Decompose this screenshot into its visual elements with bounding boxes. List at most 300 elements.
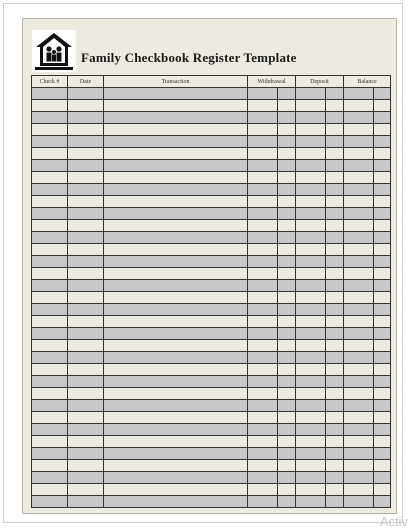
withdrawal-dollars-cell[interactable]	[248, 388, 278, 400]
withdrawal-cents-cell[interactable]	[278, 124, 296, 136]
balance-dollars-cell[interactable]	[344, 268, 374, 280]
transaction-cell[interactable]	[104, 472, 248, 484]
date-cell[interactable]	[68, 88, 104, 100]
deposit-dollars-cell[interactable]	[296, 436, 326, 448]
deposit-cents-cell[interactable]	[326, 208, 344, 220]
balance-dollars-cell[interactable]	[344, 292, 374, 304]
balance-cents-cell[interactable]	[374, 424, 391, 436]
withdrawal-cents-cell[interactable]	[278, 460, 296, 472]
date-cell[interactable]	[68, 400, 104, 412]
balance-dollars-cell[interactable]	[344, 148, 374, 160]
date-cell[interactable]	[68, 412, 104, 424]
balance-cents-cell[interactable]	[374, 220, 391, 232]
withdrawal-cents-cell[interactable]	[278, 112, 296, 124]
withdrawal-dollars-cell[interactable]	[248, 484, 278, 496]
deposit-dollars-cell[interactable]	[296, 484, 326, 496]
balance-dollars-cell[interactable]	[344, 184, 374, 196]
withdrawal-cents-cell[interactable]	[278, 304, 296, 316]
deposit-cents-cell[interactable]	[326, 88, 344, 100]
deposit-dollars-cell[interactable]	[296, 340, 326, 352]
date-cell[interactable]	[68, 460, 104, 472]
deposit-dollars-cell[interactable]	[296, 124, 326, 136]
date-cell[interactable]	[68, 496, 104, 508]
transaction-cell[interactable]	[104, 124, 248, 136]
withdrawal-cents-cell[interactable]	[278, 184, 296, 196]
check-no-cell[interactable]	[32, 460, 68, 472]
date-cell[interactable]	[68, 472, 104, 484]
deposit-dollars-cell[interactable]	[296, 304, 326, 316]
balance-cents-cell[interactable]	[374, 364, 391, 376]
balance-cents-cell[interactable]	[374, 184, 391, 196]
withdrawal-dollars-cell[interactable]	[248, 88, 278, 100]
check-no-cell[interactable]	[32, 412, 68, 424]
balance-cents-cell[interactable]	[374, 172, 391, 184]
balance-cents-cell[interactable]	[374, 460, 391, 472]
transaction-cell[interactable]	[104, 376, 248, 388]
check-no-cell[interactable]	[32, 328, 68, 340]
balance-dollars-cell[interactable]	[344, 100, 374, 112]
withdrawal-dollars-cell[interactable]	[248, 112, 278, 124]
deposit-dollars-cell[interactable]	[296, 100, 326, 112]
transaction-cell[interactable]	[104, 136, 248, 148]
deposit-dollars-cell[interactable]	[296, 328, 326, 340]
transaction-cell[interactable]	[104, 448, 248, 460]
transaction-cell[interactable]	[104, 184, 248, 196]
transaction-cell[interactable]	[104, 172, 248, 184]
transaction-cell[interactable]	[104, 256, 248, 268]
deposit-dollars-cell[interactable]	[296, 244, 326, 256]
check-no-cell[interactable]	[32, 232, 68, 244]
withdrawal-cents-cell[interactable]	[278, 256, 296, 268]
date-cell[interactable]	[68, 328, 104, 340]
withdrawal-cents-cell[interactable]	[278, 448, 296, 460]
withdrawal-dollars-cell[interactable]	[248, 232, 278, 244]
deposit-cents-cell[interactable]	[326, 376, 344, 388]
deposit-dollars-cell[interactable]	[296, 88, 326, 100]
transaction-cell[interactable]	[104, 88, 248, 100]
withdrawal-dollars-cell[interactable]	[248, 364, 278, 376]
withdrawal-cents-cell[interactable]	[278, 268, 296, 280]
balance-dollars-cell[interactable]	[344, 388, 374, 400]
balance-dollars-cell[interactable]	[344, 208, 374, 220]
deposit-dollars-cell[interactable]	[296, 160, 326, 172]
deposit-cents-cell[interactable]	[326, 136, 344, 148]
date-cell[interactable]	[68, 304, 104, 316]
check-no-cell[interactable]	[32, 208, 68, 220]
deposit-dollars-cell[interactable]	[296, 316, 326, 328]
balance-dollars-cell[interactable]	[344, 472, 374, 484]
withdrawal-cents-cell[interactable]	[278, 280, 296, 292]
date-cell[interactable]	[68, 244, 104, 256]
balance-cents-cell[interactable]	[374, 304, 391, 316]
withdrawal-dollars-cell[interactable]	[248, 208, 278, 220]
check-no-cell[interactable]	[32, 340, 68, 352]
withdrawal-cents-cell[interactable]	[278, 100, 296, 112]
withdrawal-dollars-cell[interactable]	[248, 160, 278, 172]
transaction-cell[interactable]	[104, 244, 248, 256]
withdrawal-cents-cell[interactable]	[278, 316, 296, 328]
withdrawal-dollars-cell[interactable]	[248, 316, 278, 328]
deposit-cents-cell[interactable]	[326, 496, 344, 508]
transaction-cell[interactable]	[104, 268, 248, 280]
balance-cents-cell[interactable]	[374, 316, 391, 328]
deposit-cents-cell[interactable]	[326, 148, 344, 160]
balance-cents-cell[interactable]	[374, 328, 391, 340]
check-no-cell[interactable]	[32, 196, 68, 208]
balance-cents-cell[interactable]	[374, 160, 391, 172]
withdrawal-cents-cell[interactable]	[278, 412, 296, 424]
deposit-dollars-cell[interactable]	[296, 280, 326, 292]
check-no-cell[interactable]	[32, 376, 68, 388]
withdrawal-dollars-cell[interactable]	[248, 184, 278, 196]
deposit-dollars-cell[interactable]	[296, 220, 326, 232]
deposit-cents-cell[interactable]	[326, 436, 344, 448]
date-cell[interactable]	[68, 364, 104, 376]
balance-dollars-cell[interactable]	[344, 364, 374, 376]
date-cell[interactable]	[68, 436, 104, 448]
check-no-cell[interactable]	[32, 112, 68, 124]
balance-cents-cell[interactable]	[374, 472, 391, 484]
transaction-cell[interactable]	[104, 208, 248, 220]
deposit-cents-cell[interactable]	[326, 112, 344, 124]
deposit-dollars-cell[interactable]	[296, 268, 326, 280]
withdrawal-cents-cell[interactable]	[278, 376, 296, 388]
check-no-cell[interactable]	[32, 244, 68, 256]
deposit-cents-cell[interactable]	[326, 364, 344, 376]
deposit-dollars-cell[interactable]	[296, 172, 326, 184]
deposit-cents-cell[interactable]	[326, 400, 344, 412]
transaction-cell[interactable]	[104, 352, 248, 364]
withdrawal-cents-cell[interactable]	[278, 436, 296, 448]
balance-dollars-cell[interactable]	[344, 232, 374, 244]
withdrawal-cents-cell[interactable]	[278, 472, 296, 484]
withdrawal-cents-cell[interactable]	[278, 88, 296, 100]
balance-cents-cell[interactable]	[374, 484, 391, 496]
balance-cents-cell[interactable]	[374, 256, 391, 268]
withdrawal-cents-cell[interactable]	[278, 232, 296, 244]
withdrawal-dollars-cell[interactable]	[248, 436, 278, 448]
check-no-cell[interactable]	[32, 472, 68, 484]
balance-cents-cell[interactable]	[374, 244, 391, 256]
transaction-cell[interactable]	[104, 112, 248, 124]
deposit-dollars-cell[interactable]	[296, 184, 326, 196]
date-cell[interactable]	[68, 148, 104, 160]
deposit-cents-cell[interactable]	[326, 220, 344, 232]
balance-dollars-cell[interactable]	[344, 340, 374, 352]
date-cell[interactable]	[68, 352, 104, 364]
withdrawal-cents-cell[interactable]	[278, 220, 296, 232]
deposit-cents-cell[interactable]	[326, 448, 344, 460]
check-no-cell[interactable]	[32, 136, 68, 148]
deposit-dollars-cell[interactable]	[296, 376, 326, 388]
check-no-cell[interactable]	[32, 424, 68, 436]
check-no-cell[interactable]	[32, 184, 68, 196]
deposit-cents-cell[interactable]	[326, 232, 344, 244]
deposit-cents-cell[interactable]	[326, 280, 344, 292]
balance-dollars-cell[interactable]	[344, 196, 374, 208]
balance-cents-cell[interactable]	[374, 400, 391, 412]
deposit-cents-cell[interactable]	[326, 340, 344, 352]
withdrawal-cents-cell[interactable]	[278, 292, 296, 304]
deposit-dollars-cell[interactable]	[296, 412, 326, 424]
withdrawal-cents-cell[interactable]	[278, 160, 296, 172]
transaction-cell[interactable]	[104, 148, 248, 160]
date-cell[interactable]	[68, 172, 104, 184]
withdrawal-cents-cell[interactable]	[278, 148, 296, 160]
withdrawal-dollars-cell[interactable]	[248, 496, 278, 508]
balance-dollars-cell[interactable]	[344, 496, 374, 508]
balance-dollars-cell[interactable]	[344, 328, 374, 340]
check-no-cell[interactable]	[32, 268, 68, 280]
date-cell[interactable]	[68, 484, 104, 496]
deposit-dollars-cell[interactable]	[296, 148, 326, 160]
transaction-cell[interactable]	[104, 220, 248, 232]
withdrawal-cents-cell[interactable]	[278, 388, 296, 400]
deposit-cents-cell[interactable]	[326, 412, 344, 424]
deposit-cents-cell[interactable]	[326, 268, 344, 280]
deposit-cents-cell[interactable]	[326, 244, 344, 256]
check-no-cell[interactable]	[32, 388, 68, 400]
deposit-dollars-cell[interactable]	[296, 472, 326, 484]
balance-dollars-cell[interactable]	[344, 88, 374, 100]
date-cell[interactable]	[68, 424, 104, 436]
balance-dollars-cell[interactable]	[344, 460, 374, 472]
balance-dollars-cell[interactable]	[344, 220, 374, 232]
balance-cents-cell[interactable]	[374, 376, 391, 388]
date-cell[interactable]	[68, 340, 104, 352]
check-no-cell[interactable]	[32, 124, 68, 136]
deposit-cents-cell[interactable]	[326, 304, 344, 316]
check-no-cell[interactable]	[32, 256, 68, 268]
deposit-dollars-cell[interactable]	[296, 448, 326, 460]
withdrawal-cents-cell[interactable]	[278, 352, 296, 364]
balance-dollars-cell[interactable]	[344, 172, 374, 184]
deposit-dollars-cell[interactable]	[296, 112, 326, 124]
transaction-cell[interactable]	[104, 496, 248, 508]
withdrawal-dollars-cell[interactable]	[248, 196, 278, 208]
withdrawal-dollars-cell[interactable]	[248, 304, 278, 316]
balance-dollars-cell[interactable]	[344, 316, 374, 328]
withdrawal-cents-cell[interactable]	[278, 424, 296, 436]
date-cell[interactable]	[68, 112, 104, 124]
transaction-cell[interactable]	[104, 280, 248, 292]
withdrawal-cents-cell[interactable]	[278, 328, 296, 340]
deposit-dollars-cell[interactable]	[296, 352, 326, 364]
date-cell[interactable]	[68, 292, 104, 304]
balance-dollars-cell[interactable]	[344, 412, 374, 424]
transaction-cell[interactable]	[104, 196, 248, 208]
check-no-cell[interactable]	[32, 316, 68, 328]
date-cell[interactable]	[68, 280, 104, 292]
check-no-cell[interactable]	[32, 484, 68, 496]
withdrawal-dollars-cell[interactable]	[248, 448, 278, 460]
date-cell[interactable]	[68, 196, 104, 208]
deposit-dollars-cell[interactable]	[296, 292, 326, 304]
deposit-cents-cell[interactable]	[326, 316, 344, 328]
deposit-dollars-cell[interactable]	[296, 460, 326, 472]
withdrawal-cents-cell[interactable]	[278, 196, 296, 208]
date-cell[interactable]	[68, 160, 104, 172]
date-cell[interactable]	[68, 136, 104, 148]
transaction-cell[interactable]	[104, 424, 248, 436]
balance-cents-cell[interactable]	[374, 148, 391, 160]
transaction-cell[interactable]	[104, 436, 248, 448]
transaction-cell[interactable]	[104, 484, 248, 496]
deposit-cents-cell[interactable]	[326, 100, 344, 112]
check-no-cell[interactable]	[32, 148, 68, 160]
check-no-cell[interactable]	[32, 304, 68, 316]
withdrawal-dollars-cell[interactable]	[248, 244, 278, 256]
balance-dollars-cell[interactable]	[344, 280, 374, 292]
transaction-cell[interactable]	[104, 100, 248, 112]
deposit-dollars-cell[interactable]	[296, 208, 326, 220]
balance-dollars-cell[interactable]	[344, 400, 374, 412]
deposit-cents-cell[interactable]	[326, 460, 344, 472]
deposit-cents-cell[interactable]	[326, 472, 344, 484]
withdrawal-dollars-cell[interactable]	[248, 124, 278, 136]
check-no-cell[interactable]	[32, 280, 68, 292]
withdrawal-cents-cell[interactable]	[278, 400, 296, 412]
withdrawal-cents-cell[interactable]	[278, 136, 296, 148]
withdrawal-cents-cell[interactable]	[278, 244, 296, 256]
deposit-cents-cell[interactable]	[326, 196, 344, 208]
date-cell[interactable]	[68, 316, 104, 328]
check-no-cell[interactable]	[32, 100, 68, 112]
transaction-cell[interactable]	[104, 460, 248, 472]
transaction-cell[interactable]	[104, 160, 248, 172]
balance-dollars-cell[interactable]	[344, 244, 374, 256]
withdrawal-dollars-cell[interactable]	[248, 460, 278, 472]
balance-cents-cell[interactable]	[374, 88, 391, 100]
check-no-cell[interactable]	[32, 172, 68, 184]
withdrawal-cents-cell[interactable]	[278, 208, 296, 220]
balance-cents-cell[interactable]	[374, 100, 391, 112]
withdrawal-dollars-cell[interactable]	[248, 292, 278, 304]
balance-dollars-cell[interactable]	[344, 304, 374, 316]
deposit-cents-cell[interactable]	[326, 328, 344, 340]
balance-cents-cell[interactable]	[374, 412, 391, 424]
transaction-cell[interactable]	[104, 388, 248, 400]
balance-dollars-cell[interactable]	[344, 484, 374, 496]
balance-cents-cell[interactable]	[374, 208, 391, 220]
withdrawal-dollars-cell[interactable]	[248, 268, 278, 280]
transaction-cell[interactable]	[104, 364, 248, 376]
withdrawal-dollars-cell[interactable]	[248, 136, 278, 148]
balance-dollars-cell[interactable]	[344, 112, 374, 124]
deposit-cents-cell[interactable]	[326, 256, 344, 268]
transaction-cell[interactable]	[104, 328, 248, 340]
check-no-cell[interactable]	[32, 352, 68, 364]
check-no-cell[interactable]	[32, 496, 68, 508]
deposit-cents-cell[interactable]	[326, 484, 344, 496]
balance-dollars-cell[interactable]	[344, 376, 374, 388]
balance-cents-cell[interactable]	[374, 436, 391, 448]
balance-cents-cell[interactable]	[374, 496, 391, 508]
transaction-cell[interactable]	[104, 400, 248, 412]
balance-cents-cell[interactable]	[374, 352, 391, 364]
withdrawal-dollars-cell[interactable]	[248, 424, 278, 436]
balance-dollars-cell[interactable]	[344, 256, 374, 268]
deposit-dollars-cell[interactable]	[296, 496, 326, 508]
transaction-cell[interactable]	[104, 304, 248, 316]
deposit-dollars-cell[interactable]	[296, 424, 326, 436]
deposit-cents-cell[interactable]	[326, 352, 344, 364]
check-no-cell[interactable]	[32, 364, 68, 376]
withdrawal-dollars-cell[interactable]	[248, 172, 278, 184]
balance-dollars-cell[interactable]	[344, 448, 374, 460]
balance-cents-cell[interactable]	[374, 232, 391, 244]
date-cell[interactable]	[68, 388, 104, 400]
withdrawal-dollars-cell[interactable]	[248, 340, 278, 352]
date-cell[interactable]	[68, 232, 104, 244]
balance-cents-cell[interactable]	[374, 268, 391, 280]
balance-dollars-cell[interactable]	[344, 424, 374, 436]
withdrawal-cents-cell[interactable]	[278, 484, 296, 496]
withdrawal-cents-cell[interactable]	[278, 172, 296, 184]
withdrawal-cents-cell[interactable]	[278, 496, 296, 508]
balance-cents-cell[interactable]	[374, 136, 391, 148]
check-no-cell[interactable]	[32, 160, 68, 172]
balance-cents-cell[interactable]	[374, 280, 391, 292]
check-no-cell[interactable]	[32, 220, 68, 232]
date-cell[interactable]	[68, 100, 104, 112]
withdrawal-dollars-cell[interactable]	[248, 100, 278, 112]
date-cell[interactable]	[68, 448, 104, 460]
withdrawal-dollars-cell[interactable]	[248, 472, 278, 484]
balance-cents-cell[interactable]	[374, 448, 391, 460]
date-cell[interactable]	[68, 124, 104, 136]
check-no-cell[interactable]	[32, 448, 68, 460]
date-cell[interactable]	[68, 256, 104, 268]
check-no-cell[interactable]	[32, 400, 68, 412]
withdrawal-dollars-cell[interactable]	[248, 220, 278, 232]
deposit-dollars-cell[interactable]	[296, 256, 326, 268]
date-cell[interactable]	[68, 208, 104, 220]
transaction-cell[interactable]	[104, 316, 248, 328]
date-cell[interactable]	[68, 220, 104, 232]
withdrawal-dollars-cell[interactable]	[248, 148, 278, 160]
date-cell[interactable]	[68, 184, 104, 196]
transaction-cell[interactable]	[104, 412, 248, 424]
transaction-cell[interactable]	[104, 340, 248, 352]
deposit-dollars-cell[interactable]	[296, 196, 326, 208]
deposit-cents-cell[interactable]	[326, 292, 344, 304]
balance-cents-cell[interactable]	[374, 112, 391, 124]
balance-dollars-cell[interactable]	[344, 136, 374, 148]
balance-cents-cell[interactable]	[374, 196, 391, 208]
balance-cents-cell[interactable]	[374, 124, 391, 136]
check-no-cell[interactable]	[32, 436, 68, 448]
balance-cents-cell[interactable]	[374, 388, 391, 400]
withdrawal-dollars-cell[interactable]	[248, 352, 278, 364]
withdrawal-dollars-cell[interactable]	[248, 280, 278, 292]
check-no-cell[interactable]	[32, 292, 68, 304]
deposit-cents-cell[interactable]	[326, 160, 344, 172]
date-cell[interactable]	[68, 268, 104, 280]
deposit-dollars-cell[interactable]	[296, 364, 326, 376]
deposit-dollars-cell[interactable]	[296, 400, 326, 412]
deposit-dollars-cell[interactable]	[296, 232, 326, 244]
balance-dollars-cell[interactable]	[344, 124, 374, 136]
deposit-dollars-cell[interactable]	[296, 136, 326, 148]
withdrawal-cents-cell[interactable]	[278, 364, 296, 376]
balance-cents-cell[interactable]	[374, 340, 391, 352]
check-no-cell[interactable]	[32, 88, 68, 100]
balance-dollars-cell[interactable]	[344, 436, 374, 448]
balance-dollars-cell[interactable]	[344, 352, 374, 364]
balance-dollars-cell[interactable]	[344, 160, 374, 172]
deposit-cents-cell[interactable]	[326, 184, 344, 196]
